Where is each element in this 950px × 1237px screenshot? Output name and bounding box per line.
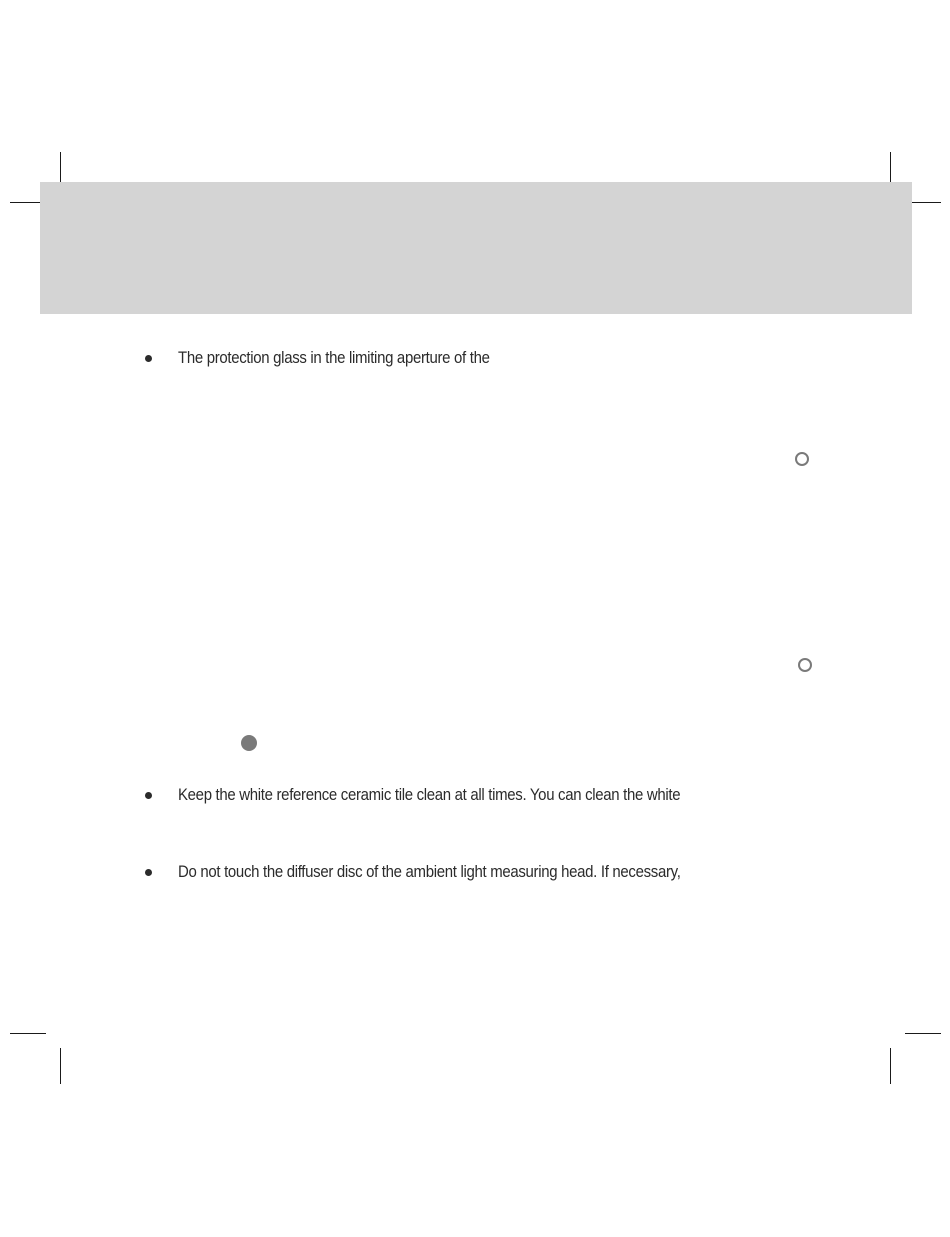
crop-mark-bottom-right-horizontal xyxy=(905,1033,941,1034)
filled-circle-marker-icon xyxy=(241,735,257,751)
bullet-item-white-reference-tile xyxy=(145,783,749,807)
crop-mark-bottom-right-vertical xyxy=(890,1048,891,1084)
hollow-circle-marker-icon xyxy=(795,452,809,466)
bullet-text: The protection glass in the limiting aperture of the xyxy=(178,348,490,367)
crop-mark-bottom-left-horizontal xyxy=(10,1033,46,1034)
bullet-item-diffuser-disc xyxy=(145,860,749,884)
bullet-item-protection-glass xyxy=(145,346,532,370)
bullet-icon xyxy=(145,792,152,799)
bullet-icon xyxy=(145,869,152,876)
bullet-icon xyxy=(145,355,152,362)
hollow-circle-marker-icon xyxy=(798,658,812,672)
header-band xyxy=(40,182,912,314)
bullet-text: Keep the white reference ceramic tile clean at all times. You can clean the white xyxy=(178,785,681,804)
bullet-text: Do not touch the diffuser disc of the ambient light measuring head. If necessary, xyxy=(178,862,681,881)
crop-mark-bottom-left-vertical xyxy=(60,1048,61,1084)
